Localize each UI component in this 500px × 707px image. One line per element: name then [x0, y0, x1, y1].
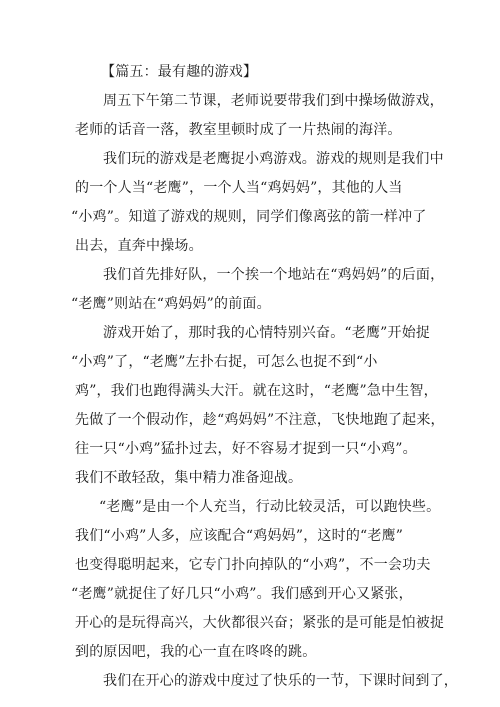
- text-line: “老鹰”就捉住了好几只“小鸡”。我们感到开心又紧张，: [71, 586, 413, 602]
- text-line: “小鸡”。知道了游戏的规则，同学们像离弦的箭一样冲了: [71, 209, 427, 225]
- text-line: 开心的是玩得高兴，大伙都很兴奋；紧张的是可能是怕被捉: [75, 615, 445, 631]
- text-line: 我们不敢轻敌，集中精力准备迎战。: [75, 470, 303, 486]
- text-line: 周五下午第二节课，老师说要带我们到中操场做游戏，: [103, 93, 444, 109]
- text-line: 我们“小鸡”人多，应该配合“鸡妈妈”，这时的“老鹰”: [75, 528, 404, 544]
- text-line: 到的原因吧，我的心一直在咚咚的跳。: [75, 644, 317, 660]
- text-line: 我们首先排好队，一个挨一个地站在“鸡妈妈”的后面，: [103, 267, 445, 283]
- text-line: “小鸡”了，“老鹰”左扑右捉，可怎么也捉不到“小: [71, 354, 378, 370]
- text-line: “老鹰”则站在“鸡妈妈”的前面。: [71, 296, 271, 312]
- text-line: 出去，直奔中操场。: [75, 238, 203, 254]
- text-line: 我们玩的游戏是老鹰捉小鸡游戏。游戏的规则是我们中: [103, 151, 444, 167]
- text-line: 我们在开心的游戏中度过了快乐的一节，下课时间到了，: [103, 673, 458, 689]
- text-line: 鸡”，我们也跑得满头大汗。就在这时，“老鹰”急中生智，: [75, 383, 438, 399]
- essay-title: 【篇五：最有趣的游戏】: [101, 64, 258, 80]
- text-line: 也变得聪明起来，它专门扑向掉队的“小鸡”，不一会功夫: [75, 557, 431, 573]
- essay-body: [71, 58, 458, 696]
- text-line: “老鹰”是由一个人充当，行动比较灵活，可以跑快些。: [99, 499, 441, 515]
- text-line: 先做了一个假动作，趁“鸡妈妈”不注意，飞快地跑了起来，: [75, 412, 445, 428]
- text-line: 游戏开始了，那时我的心情特别兴奋。“老鹰”开始捉: [103, 325, 431, 341]
- text-line: 老师的话音一落，教室里顿时成了一片热闹的海洋。: [75, 122, 402, 138]
- text-line: 的一个人当“老鹰”，一个人当“鸡妈妈”，其他的人当: [75, 180, 403, 196]
- text-line: 往一只“小鸡”猛扑过去，好不容易才捉到一只“小鸡”。: [75, 441, 417, 457]
